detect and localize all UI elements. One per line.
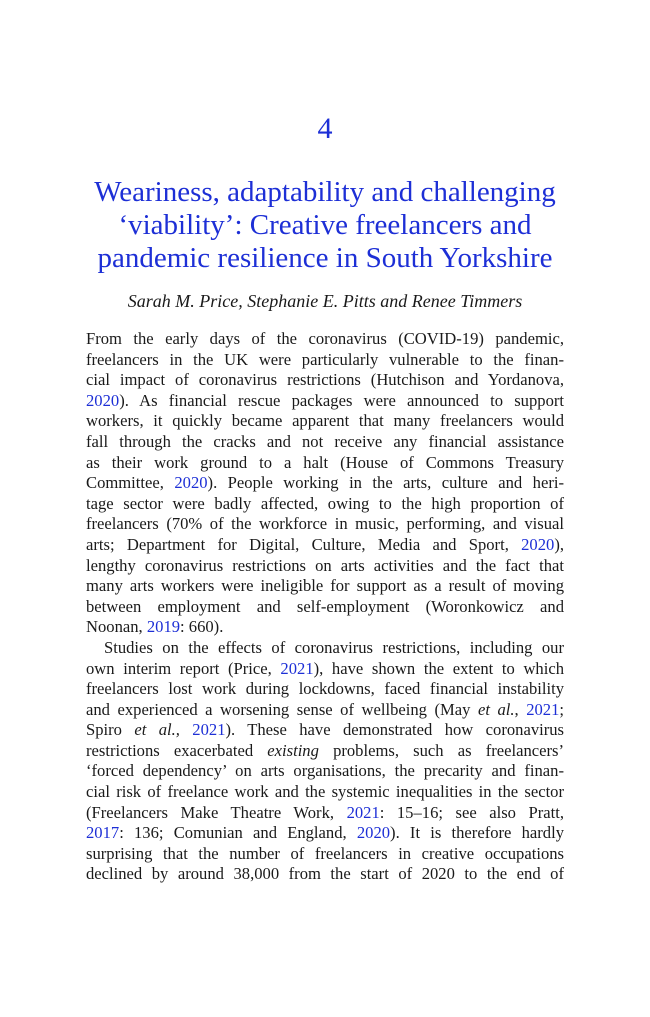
text-segment: ). As financial rescue packages were announced to support bbox=[119, 390, 564, 410]
text-segment: restrictions exacerbated bbox=[86, 740, 268, 760]
text-segment: ), bbox=[554, 534, 564, 554]
citation-link[interactable]: 2021 bbox=[192, 720, 226, 740]
text-line: tage sector were badly affected, owing to the high proportion of bbox=[86, 493, 564, 513]
text-segment: et al. bbox=[477, 699, 515, 719]
text-line bbox=[86, 700, 564, 721]
chapter-number: 4 bbox=[317, 112, 333, 145]
text-segment: and experienced a worsening sense of wellbeing (May bbox=[86, 699, 478, 719]
text-segment: problems, such as freelancers’ bbox=[318, 740, 564, 760]
text-line: freelancers in the UK were particularly vulnerable to the finan- bbox=[86, 349, 564, 369]
text-line: freelancers lost work during lockdowns, faced financial instability bbox=[86, 679, 564, 699]
text-segment bbox=[180, 720, 192, 739]
citation-link[interactable]: 2021 bbox=[280, 658, 314, 678]
text-line bbox=[86, 803, 564, 824]
citation-link[interactable]: 2021 bbox=[526, 699, 560, 719]
text-segment: ). It is therefore hardly bbox=[390, 823, 564, 843]
citation-link[interactable]: 2021 bbox=[346, 802, 380, 822]
text-segment: Committee, bbox=[86, 473, 175, 493]
citation-link[interactable]: 2017 bbox=[86, 823, 120, 843]
text-segment: et al., bbox=[134, 720, 180, 740]
text-line: many arts workers were ineligible for support as a result of moving bbox=[86, 576, 564, 596]
text-segment: ; bbox=[559, 699, 565, 719]
text-line bbox=[86, 741, 564, 762]
text-segment: (Freelancers Make Theatre Work, bbox=[86, 802, 347, 822]
chapter-authors: Sarah M. Price, Stephanie E. Pitts and Renee Timmers bbox=[127, 291, 523, 311]
text-line: fall through the cracks and not receive any financial assistance bbox=[86, 431, 564, 451]
text-line bbox=[86, 823, 564, 844]
text-segment: , bbox=[514, 699, 527, 719]
body-text bbox=[86, 329, 564, 885]
text-segment: : 136; Comunian and England, bbox=[119, 823, 357, 843]
text-line bbox=[86, 659, 564, 680]
text-segment: existing bbox=[267, 740, 319, 760]
text-segment: ), have shown the extent to which bbox=[313, 658, 564, 678]
text-line: declined by around 38,000 from the start of 2020 to the end of bbox=[86, 864, 564, 884]
text-line: cial impact of coronavirus restrictions (Hutchison and Yordanova, bbox=[86, 370, 564, 390]
text-line: Studies on the effects of coronavirus restrictions, including our bbox=[104, 637, 564, 657]
text-segment: ). People working in the arts, culture and heri- bbox=[207, 473, 564, 493]
text-line bbox=[86, 720, 564, 741]
text-line bbox=[86, 617, 564, 638]
text-line: as their work ground to a halt (House of Commons Treasury bbox=[86, 452, 564, 472]
citation-link[interactable]: 2020 bbox=[356, 823, 391, 843]
text-segment: : 660). bbox=[180, 617, 224, 637]
chapter-title-line-3: pandemic resilience in South Yorkshire bbox=[97, 242, 553, 274]
text-line: between employment and self-employment (Woronkowicz and bbox=[86, 596, 564, 616]
text-line: surprising that the number of freelancers in creative occupations bbox=[86, 843, 564, 863]
text-segment: arts; Department for Digital, Culture, Media and Sport, bbox=[86, 534, 522, 554]
citation-link[interactable]: 2020 bbox=[521, 534, 555, 554]
text-line bbox=[86, 391, 564, 412]
text-line: lengthy coronavirus restrictions on arts activities and the fact that bbox=[86, 555, 564, 575]
text-line: freelancers (70% of the workforce in music, performing, and visual bbox=[86, 514, 564, 534]
text-line: cial risk of freelance work and the systemic inequalities in the sector bbox=[86, 782, 564, 802]
text-segment: own interim report (Price, bbox=[86, 658, 281, 678]
text-segment: Spiro bbox=[86, 720, 135, 740]
citation-link[interactable]: 2019 bbox=[146, 617, 181, 637]
text-segment: : 15–16; see also Pratt, bbox=[379, 802, 564, 822]
citation-link[interactable]: 2020 bbox=[174, 473, 208, 493]
text-line: workers, it quickly became apparent that many freelancers would bbox=[86, 411, 564, 431]
chapter-title bbox=[60, 176, 590, 275]
chapter-title-line-2: ‘viability’: Creative freelancers and bbox=[118, 209, 532, 241]
text-line: From the early days of the coronavirus (COVID-19) pandemic, bbox=[86, 329, 564, 348]
text-segment: ). These have demonstrated how coronavirus bbox=[225, 720, 565, 740]
text-line bbox=[86, 535, 564, 556]
text-line bbox=[86, 473, 564, 494]
text-line: ‘forced dependency’ on arts organisations, the precarity and finan- bbox=[86, 761, 564, 781]
citation-link[interactable]: 2020 bbox=[86, 390, 120, 410]
text-segment: Noonan, bbox=[86, 617, 147, 637]
chapter-title-line-1: Weariness, adaptability and challenging bbox=[94, 176, 556, 208]
